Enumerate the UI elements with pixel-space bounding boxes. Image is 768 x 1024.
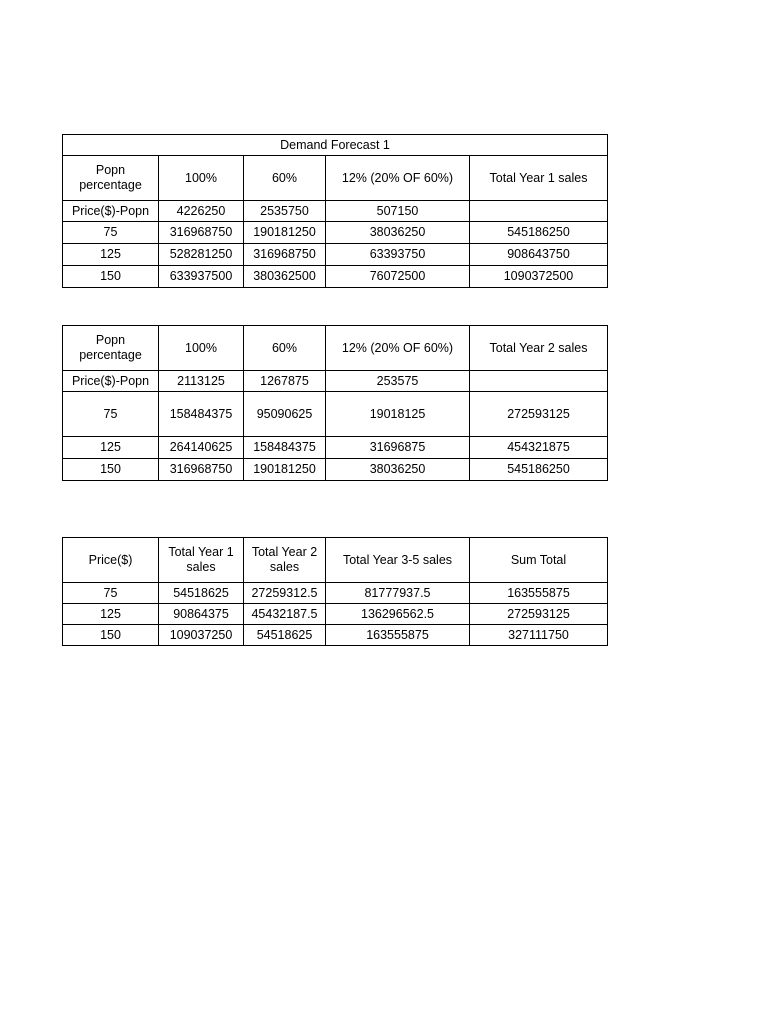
table-cell[interactable]: 76072500 (326, 266, 470, 288)
table-cell[interactable]: 163555875 (470, 583, 608, 604)
table-cell[interactable]: 158484375 (244, 437, 326, 459)
table-cell[interactable]: 190181250 (244, 222, 326, 244)
header-cell[interactable]: Price($) (63, 538, 159, 583)
header-cell[interactable]: 12% (20% OF 60%) (326, 156, 470, 201)
table-row (63, 437, 608, 459)
table-cell[interactable]: Price($)-Popn (63, 201, 159, 222)
table-cell[interactable]: 528281250 (159, 244, 244, 266)
sales-summary-table (62, 537, 608, 646)
popn-row (63, 371, 608, 392)
table-cell[interactable]: 38036250 (326, 459, 470, 481)
table-cell[interactable]: 125 (63, 604, 159, 625)
table-row (63, 459, 608, 481)
header-cell[interactable]: Total Year 2 sales (470, 326, 608, 371)
table-cell[interactable]: 908643750 (470, 244, 608, 266)
table-row (63, 604, 608, 625)
table-cell[interactable]: 1090372500 (470, 266, 608, 288)
header-row (63, 538, 608, 583)
table-cell[interactable]: 150 (63, 459, 159, 481)
table-row (63, 222, 608, 244)
table-cell[interactable]: 1267875 (244, 371, 326, 392)
header-cell[interactable]: Sum Total (470, 538, 608, 583)
table-row (63, 244, 608, 266)
demand-forecast-2-table (62, 325, 608, 481)
header-row (63, 326, 608, 371)
table-cell[interactable]: 316968750 (244, 244, 326, 266)
table-cell[interactable]: 27259312.5 (244, 583, 326, 604)
table-cell[interactable]: 125 (63, 244, 159, 266)
table-cell[interactable]: 190181250 (244, 459, 326, 481)
table-cell[interactable]: 31696875 (326, 437, 470, 459)
header-cell[interactable]: 60% (244, 156, 326, 201)
table-cell[interactable]: 75 (63, 583, 159, 604)
table-cell[interactable]: 507150 (326, 201, 470, 222)
table-cell[interactable]: 81777937.5 (326, 583, 470, 604)
table-cell[interactable] (470, 371, 608, 392)
header-cell[interactable]: 12% (20% OF 60%) (326, 326, 470, 371)
table-cell[interactable]: 2535750 (244, 201, 326, 222)
table-cell[interactable]: 545186250 (470, 222, 608, 244)
table-cell[interactable]: 150 (63, 266, 159, 288)
table-cell[interactable]: 54518625 (159, 583, 244, 604)
table-row (63, 266, 608, 288)
table-cell[interactable]: 95090625 (244, 392, 326, 437)
table-cell[interactable]: 90864375 (159, 604, 244, 625)
table-cell[interactable]: 75 (63, 222, 159, 244)
header-cell[interactable]: Total Year 3-5 sales (326, 538, 470, 583)
table-cell[interactable]: 158484375 (159, 392, 244, 437)
header-row (63, 156, 608, 201)
table-cell[interactable]: 380362500 (244, 266, 326, 288)
table-title-row (63, 135, 608, 156)
table-cell[interactable]: 327111750 (470, 625, 608, 646)
table-cell[interactable]: 75 (63, 392, 159, 437)
table-row (63, 392, 608, 437)
table-cell[interactable]: 136296562.5 (326, 604, 470, 625)
header-cell[interactable]: 60% (244, 326, 326, 371)
table-cell[interactable]: 633937500 (159, 266, 244, 288)
table-cell[interactable]: 253575 (326, 371, 470, 392)
table-cell[interactable]: 19018125 (326, 392, 470, 437)
header-cell[interactable]: 100% (159, 156, 244, 201)
popn-row (63, 201, 608, 222)
demand-forecast-1-table (62, 134, 608, 288)
header-cell[interactable]: Popn percentage (63, 326, 159, 371)
table-cell[interactable]: 2113125 (159, 371, 244, 392)
table-cell[interactable]: 54518625 (244, 625, 326, 646)
table-row (63, 583, 608, 604)
table-cell[interactable]: 316968750 (159, 222, 244, 244)
header-cell[interactable]: Total Year 1 sales (470, 156, 608, 201)
table-title[interactable]: Demand Forecast 1 (63, 135, 608, 156)
table-cell[interactable]: Price($)-Popn (63, 371, 159, 392)
table-cell[interactable]: 163555875 (326, 625, 470, 646)
header-cell[interactable]: Total Year 1 sales (159, 538, 244, 583)
table-cell[interactable]: 272593125 (470, 392, 608, 437)
table-cell[interactable]: 272593125 (470, 604, 608, 625)
table-cell[interactable]: 109037250 (159, 625, 244, 646)
table-cell[interactable]: 45432187.5 (244, 604, 326, 625)
table-cell[interactable]: 125 (63, 437, 159, 459)
table-cell[interactable]: 38036250 (326, 222, 470, 244)
header-cell[interactable]: 100% (159, 326, 244, 371)
table-cell[interactable]: 4226250 (159, 201, 244, 222)
table-row (63, 625, 608, 646)
table-cell[interactable]: 454321875 (470, 437, 608, 459)
table-cell[interactable]: 264140625 (159, 437, 244, 459)
header-cell[interactable]: Total Year 2 sales (244, 538, 326, 583)
table-cell[interactable] (470, 201, 608, 222)
header-cell[interactable]: Popn percentage (63, 156, 159, 201)
table-cell[interactable]: 316968750 (159, 459, 244, 481)
table-cell[interactable]: 63393750 (326, 244, 470, 266)
table-cell[interactable]: 150 (63, 625, 159, 646)
table-cell[interactable]: 545186250 (470, 459, 608, 481)
